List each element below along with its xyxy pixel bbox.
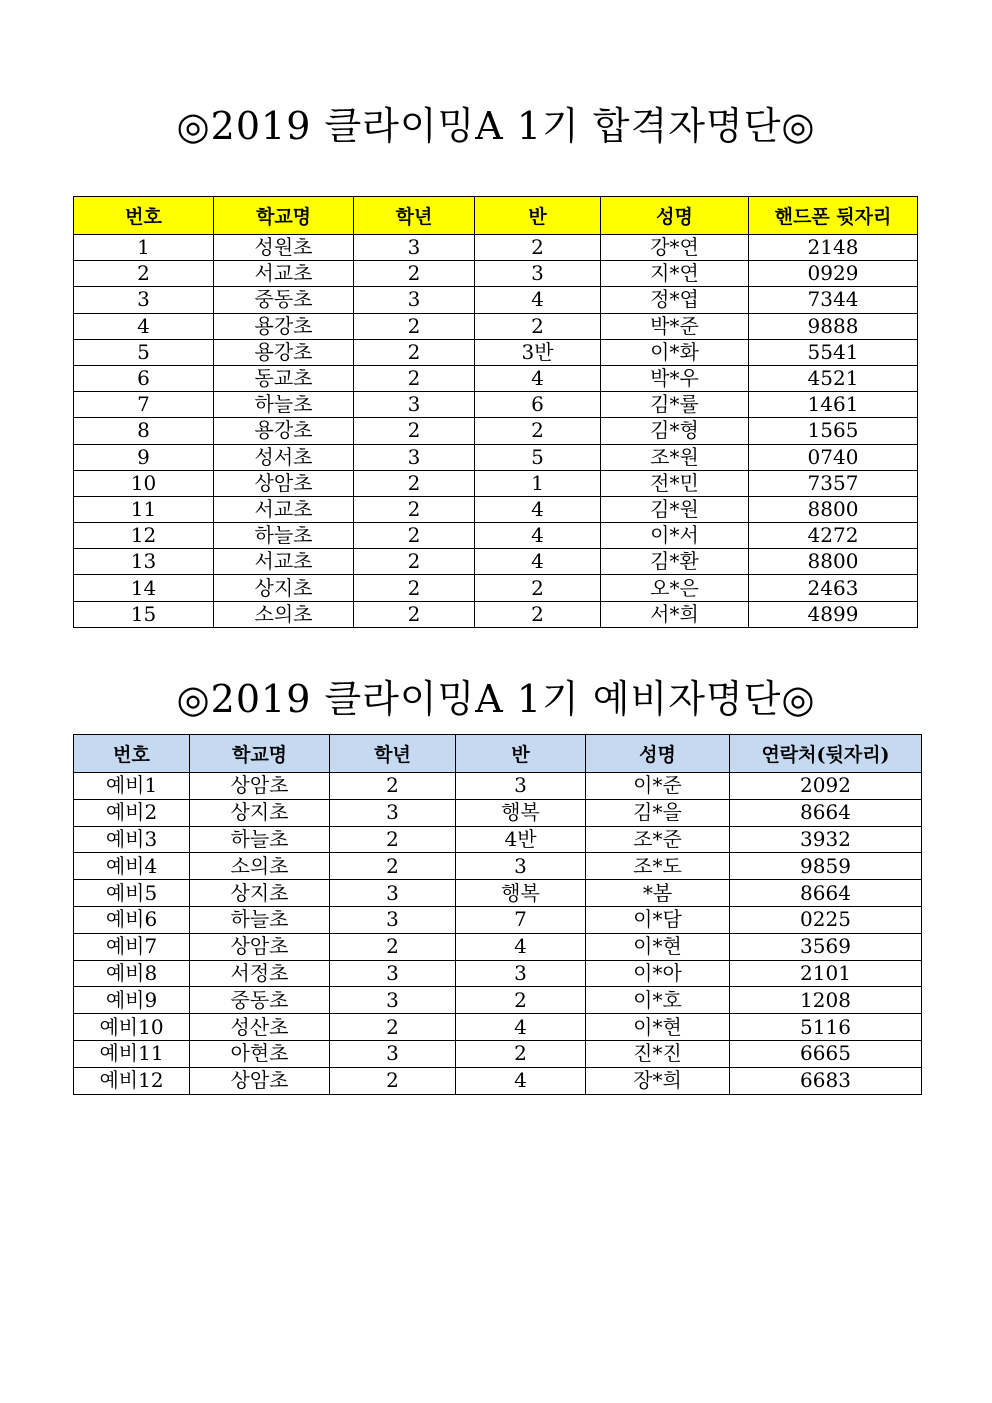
cell-school: 서교초 <box>214 261 354 287</box>
column-header-class: 반 <box>456 735 586 773</box>
cell-phone-digits: 0225 <box>730 906 922 933</box>
cell-grade: 2 <box>354 601 475 627</box>
cell-school: 하늘초 <box>214 523 354 549</box>
cell-class: 4 <box>475 287 601 313</box>
cell-class: 4 <box>475 549 601 575</box>
cell-grade: 2 <box>330 853 456 880</box>
cell-grade: 2 <box>354 261 475 287</box>
cell-name: 서*희 <box>601 601 749 627</box>
column-header-grade: 학년 <box>354 197 475 235</box>
cell-name: 조*도 <box>586 853 730 880</box>
cell-name: 이*호 <box>586 987 730 1014</box>
cell-name: 김*을 <box>586 799 730 826</box>
table-row <box>74 933 922 960</box>
cell-name: 이*아 <box>586 960 730 987</box>
cell-grade: 2 <box>330 1067 456 1094</box>
column-header-number: 번호 <box>74 197 214 235</box>
cell-number: 4 <box>74 313 214 339</box>
cell-school: 하늘초 <box>190 826 330 853</box>
cell-name: 김*형 <box>601 418 749 444</box>
cell-name: 이*준 <box>586 773 730 800</box>
cell-school: 상지초 <box>214 575 354 601</box>
cell-phone-digits: 2092 <box>730 773 922 800</box>
cell-class: 2 <box>475 235 601 261</box>
cell-school: 상암초 <box>190 1067 330 1094</box>
cell-name: 진*진 <box>586 1040 730 1067</box>
cell-grade: 2 <box>354 339 475 365</box>
cell-school: 성산초 <box>190 1014 330 1041</box>
table-row <box>74 235 918 261</box>
column-header-phone-digits: 연락처(뒷자리) <box>730 735 922 773</box>
cell-phone-digits: 0740 <box>749 444 918 470</box>
table-row <box>74 1014 922 1041</box>
cell-school: 성서초 <box>214 444 354 470</box>
cell-school: 용강초 <box>214 313 354 339</box>
cell-name: 이*화 <box>601 339 749 365</box>
cell-phone-digits: 0929 <box>749 261 918 287</box>
cell-class: 4 <box>456 1067 586 1094</box>
header-row <box>74 197 918 235</box>
cell-school: 상지초 <box>190 880 330 907</box>
cell-number: 12 <box>74 523 214 549</box>
passed-list-table <box>73 196 918 628</box>
cell-grade: 3 <box>330 880 456 907</box>
table-row <box>74 826 922 853</box>
table-row <box>74 773 922 800</box>
table-row <box>74 549 918 575</box>
cell-grade: 2 <box>354 470 475 496</box>
cell-school: 성원초 <box>214 235 354 261</box>
table-row <box>74 470 918 496</box>
cell-phone-digits: 1461 <box>749 392 918 418</box>
passed-table-header <box>74 197 918 235</box>
cell-grade: 3 <box>354 235 475 261</box>
reserve-list-title: ◎2019 클라이밍A 1기 예비자명단◎ <box>176 677 816 721</box>
reserve-table-body <box>74 773 922 1095</box>
cell-class: 2 <box>456 1040 586 1067</box>
table-row <box>74 601 918 627</box>
cell-grade: 2 <box>354 523 475 549</box>
cell-number: 7 <box>74 392 214 418</box>
cell-number: 9 <box>74 444 214 470</box>
cell-number: 예비4 <box>74 853 190 880</box>
cell-number: 예비10 <box>74 1014 190 1041</box>
cell-number: 2 <box>74 261 214 287</box>
cell-number: 8 <box>74 418 214 444</box>
cell-name: 전*민 <box>601 470 749 496</box>
cell-number: 5 <box>74 339 214 365</box>
table-row <box>74 799 922 826</box>
column-header-grade: 학년 <box>330 735 456 773</box>
cell-school: 용강초 <box>214 418 354 444</box>
cell-grade: 2 <box>354 575 475 601</box>
table-row <box>74 496 918 522</box>
cell-name: 김*환 <box>601 549 749 575</box>
table-row <box>74 444 918 470</box>
cell-class: 2 <box>456 987 586 1014</box>
cell-school: 상암초 <box>214 470 354 496</box>
cell-class: 7 <box>456 906 586 933</box>
cell-phone-digits: 6683 <box>730 1067 922 1094</box>
cell-phone-digits: 7357 <box>749 470 918 496</box>
cell-name: 김*률 <box>601 392 749 418</box>
cell-grade: 3 <box>330 906 456 933</box>
column-header-name: 성명 <box>586 735 730 773</box>
cell-grade: 2 <box>354 418 475 444</box>
cell-phone-digits: 5541 <box>749 339 918 365</box>
cell-class: 2 <box>475 575 601 601</box>
cell-number: 예비8 <box>74 960 190 987</box>
cell-grade: 3 <box>330 960 456 987</box>
table-row <box>74 1067 922 1094</box>
cell-name: 박*준 <box>601 313 749 339</box>
passed-table-body <box>74 235 918 628</box>
cell-school: 동교초 <box>214 365 354 391</box>
cell-number: 예비5 <box>74 880 190 907</box>
table-row <box>74 313 918 339</box>
cell-school: 하늘초 <box>214 392 354 418</box>
cell-grade: 2 <box>330 773 456 800</box>
column-header-class: 반 <box>475 197 601 235</box>
cell-phone-digits: 8664 <box>730 880 922 907</box>
cell-name: *봄 <box>586 880 730 907</box>
cell-grade: 2 <box>354 313 475 339</box>
cell-school: 하늘초 <box>190 906 330 933</box>
cell-class: 3반 <box>475 339 601 365</box>
passed-list-title: ◎2019 클라이밍A 1기 합격자명단◎ <box>176 104 816 148</box>
cell-phone-digits: 2101 <box>730 960 922 987</box>
cell-name: 장*희 <box>586 1067 730 1094</box>
cell-grade: 2 <box>354 549 475 575</box>
cell-class: 4 <box>456 1014 586 1041</box>
cell-class: 4 <box>475 496 601 522</box>
cell-grade: 2 <box>330 826 456 853</box>
cell-phone-digits: 8800 <box>749 549 918 575</box>
cell-name: 이*담 <box>586 906 730 933</box>
table-row <box>74 392 918 418</box>
cell-number: 11 <box>74 496 214 522</box>
table-row <box>74 880 922 907</box>
cell-phone-digits: 3932 <box>730 826 922 853</box>
cell-class: 4 <box>475 365 601 391</box>
cell-school: 서정초 <box>190 960 330 987</box>
table-row <box>74 418 918 444</box>
cell-school: 서교초 <box>214 496 354 522</box>
column-header-name: 성명 <box>601 197 749 235</box>
cell-grade: 2 <box>330 933 456 960</box>
cell-grade: 3 <box>330 799 456 826</box>
cell-school: 서교초 <box>214 549 354 575</box>
cell-school: 상지초 <box>190 799 330 826</box>
cell-phone-digits: 9888 <box>749 313 918 339</box>
cell-grade: 3 <box>330 987 456 1014</box>
cell-name: 이*현 <box>586 933 730 960</box>
cell-school: 소의초 <box>190 853 330 880</box>
column-header-school: 학교명 <box>214 197 354 235</box>
table-row <box>74 853 922 880</box>
cell-class: 행복 <box>456 799 586 826</box>
cell-number: 15 <box>74 601 214 627</box>
cell-class: 2 <box>475 601 601 627</box>
cell-phone-digits: 8664 <box>730 799 922 826</box>
cell-class: 4 <box>475 523 601 549</box>
cell-number: 예비3 <box>74 826 190 853</box>
cell-class: 4반 <box>456 826 586 853</box>
cell-school: 상암초 <box>190 773 330 800</box>
cell-name: 이*현 <box>586 1014 730 1041</box>
cell-phone-digits: 1565 <box>749 418 918 444</box>
cell-school: 용강초 <box>214 339 354 365</box>
cell-name: 정*엽 <box>601 287 749 313</box>
cell-number: 예비7 <box>74 933 190 960</box>
cell-grade: 3 <box>354 444 475 470</box>
cell-grade: 3 <box>354 392 475 418</box>
cell-phone-digits: 2463 <box>749 575 918 601</box>
cell-class: 3 <box>456 773 586 800</box>
table-row <box>74 960 922 987</box>
table-row <box>74 906 922 933</box>
cell-phone-digits: 1208 <box>730 987 922 1014</box>
cell-name: 이*서 <box>601 523 749 549</box>
cell-phone-digits: 9859 <box>730 853 922 880</box>
cell-phone-digits: 7344 <box>749 287 918 313</box>
cell-phone-digits: 6665 <box>730 1040 922 1067</box>
cell-grade: 2 <box>354 365 475 391</box>
cell-school: 상암초 <box>190 933 330 960</box>
cell-class: 3 <box>456 960 586 987</box>
cell-class: 3 <box>456 853 586 880</box>
cell-name: 김*원 <box>601 496 749 522</box>
cell-grade: 3 <box>330 1040 456 1067</box>
column-header-number: 번호 <box>74 735 190 773</box>
cell-grade: 2 <box>330 1014 456 1041</box>
cell-phone-digits: 5116 <box>730 1014 922 1041</box>
cell-school: 중동초 <box>190 987 330 1014</box>
cell-grade: 2 <box>354 496 475 522</box>
cell-name: 조*원 <box>601 444 749 470</box>
cell-phone-digits: 4899 <box>749 601 918 627</box>
cell-phone-digits: 8800 <box>749 496 918 522</box>
table-row <box>74 261 918 287</box>
cell-grade: 3 <box>354 287 475 313</box>
cell-number: 예비6 <box>74 906 190 933</box>
cell-number: 6 <box>74 365 214 391</box>
cell-school: 아현초 <box>190 1040 330 1067</box>
cell-number: 3 <box>74 287 214 313</box>
cell-class: 2 <box>475 313 601 339</box>
cell-name: 지*연 <box>601 261 749 287</box>
table-row <box>74 287 918 313</box>
cell-number: 1 <box>74 235 214 261</box>
cell-school: 중동초 <box>214 287 354 313</box>
cell-class: 행복 <box>456 880 586 907</box>
table-row <box>74 575 918 601</box>
reserve-list-table <box>73 734 922 1095</box>
table-row <box>74 1040 922 1067</box>
table-row <box>74 523 918 549</box>
cell-class: 5 <box>475 444 601 470</box>
cell-phone-digits: 4521 <box>749 365 918 391</box>
table-row <box>74 339 918 365</box>
cell-class: 3 <box>475 261 601 287</box>
cell-class: 2 <box>475 418 601 444</box>
cell-phone-digits: 4272 <box>749 523 918 549</box>
cell-phone-digits: 2148 <box>749 235 918 261</box>
cell-number: 예비2 <box>74 799 190 826</box>
cell-school: 소의초 <box>214 601 354 627</box>
cell-number: 예비9 <box>74 987 190 1014</box>
cell-name: 오*은 <box>601 575 749 601</box>
column-header-phone-digits: 핸드폰 뒷자리 <box>749 197 918 235</box>
cell-name: 강*연 <box>601 235 749 261</box>
cell-class: 6 <box>475 392 601 418</box>
cell-number: 13 <box>74 549 214 575</box>
header-row <box>74 735 922 773</box>
cell-phone-digits: 3569 <box>730 933 922 960</box>
column-header-school: 학교명 <box>190 735 330 773</box>
cell-class: 4 <box>456 933 586 960</box>
cell-number: 예비1 <box>74 773 190 800</box>
cell-number: 예비11 <box>74 1040 190 1067</box>
cell-number: 10 <box>74 470 214 496</box>
reserve-table-header <box>74 735 922 773</box>
cell-number: 예비12 <box>74 1067 190 1094</box>
cell-number: 14 <box>74 575 214 601</box>
cell-class: 1 <box>475 470 601 496</box>
table-row <box>74 987 922 1014</box>
cell-name: 조*준 <box>586 826 730 853</box>
table-row <box>74 365 918 391</box>
cell-name: 박*우 <box>601 365 749 391</box>
